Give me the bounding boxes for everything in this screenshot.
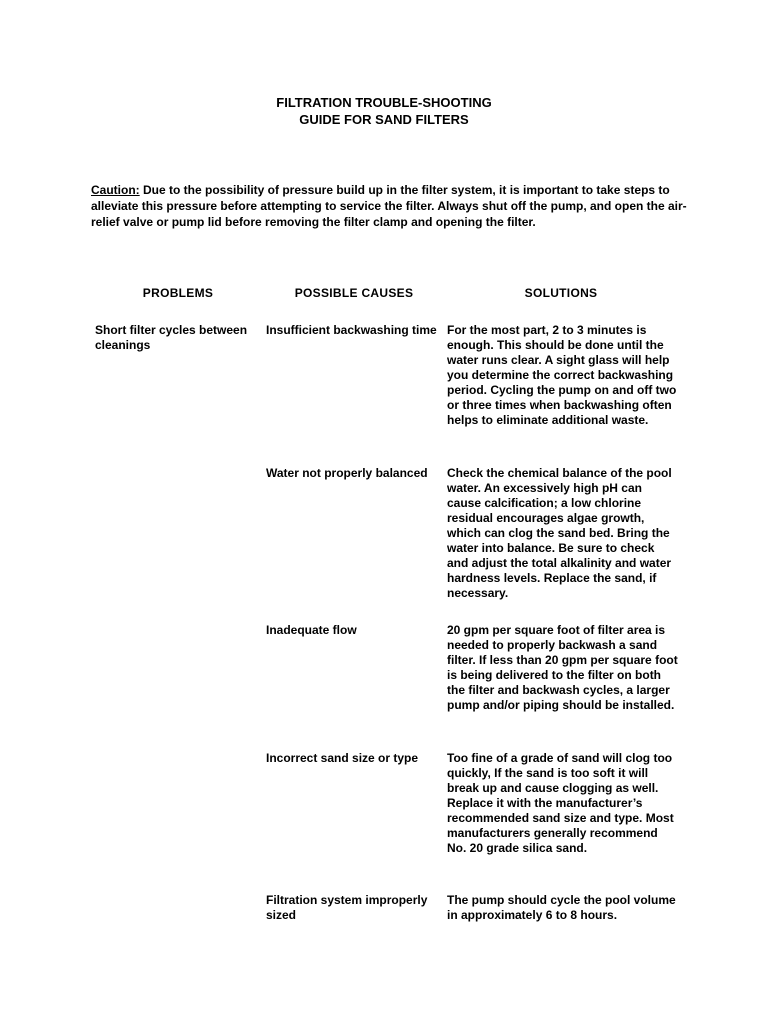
- caution-label: Caution:: [91, 183, 140, 197]
- document-title: [0, 94, 768, 128]
- solution-cell: For the most part, 2 to 3 minutes is enough. This should be done until the water runs clear. A sight glass will help you determine the correct backwashing period. Cycling the pump on and off two or three times when backwashing often helps to eliminate additional waste.: [447, 323, 677, 427]
- cause-cell: Filtration system improperly sized: [266, 893, 428, 922]
- header-solutions: SOLUTIONS: [524, 286, 598, 300]
- solution-cell: The pump should cycle the pool volume in approximately 6 to 8 hours.: [447, 893, 676, 922]
- solution-cell: 20 gpm per square foot of filter area is needed to properly backwash a sand filter. If less than 20 gpm per square foot is being delivered to the filter on both the filter and backwash cycles, a larger pump and/or piping should be installed.: [447, 623, 678, 712]
- title-line-1: FILTRATION TROUBLE-SHOOTING: [276, 95, 492, 110]
- caution-text: Due to the possibility of pressure build up in the filter system, it is important to take steps to alleviate this pressure before attempting to service the filter. Always shut off the pump, and open the air-relief valve or pump lid before removing the filter clamp and opening the filter.: [91, 183, 687, 229]
- solution-cell: Check the chemical balance of the pool water. An excessively high pH can cause calcification; a low chlorine residual encourages algae growth, which can clog the sand bed. Bring the water into balance. Be sure to check and adjust the total alkalinity and water hardness levels. Replace the sand, if necessary.: [447, 466, 672, 600]
- table-row: [0, 323, 768, 466]
- caution-paragraph: [91, 182, 691, 230]
- header-problems: PROBLEMS: [142, 286, 214, 300]
- table-row: [0, 623, 768, 751]
- solution-cell: Too fine of a grade of sand will clog too quickly, If the sand is too soft it will break up and cause clogging as well. Replace it with the manufacturer’s recommended sand size and type. Most manufacturers generally recommend No. 20 grade silica sand.: [447, 751, 674, 855]
- table-header: [0, 285, 768, 303]
- cause-cell: Water not properly balanced: [266, 466, 428, 480]
- cause-cell: Insufficient backwashing time: [266, 323, 437, 337]
- table-row: [0, 751, 768, 893]
- cause-cell: Inadequate flow: [266, 623, 357, 637]
- cause-cell: Incorrect sand size or type: [266, 751, 419, 765]
- header-possible-causes: POSSIBLE CAUSES: [294, 286, 414, 300]
- title-line-2: GUIDE FOR SAND FILTERS: [299, 112, 469, 127]
- table-row: [0, 466, 768, 623]
- problem-cell: Short filter cycles between cleanings: [95, 323, 248, 352]
- troubleshooting-table: [0, 323, 768, 933]
- table-row: [0, 893, 768, 933]
